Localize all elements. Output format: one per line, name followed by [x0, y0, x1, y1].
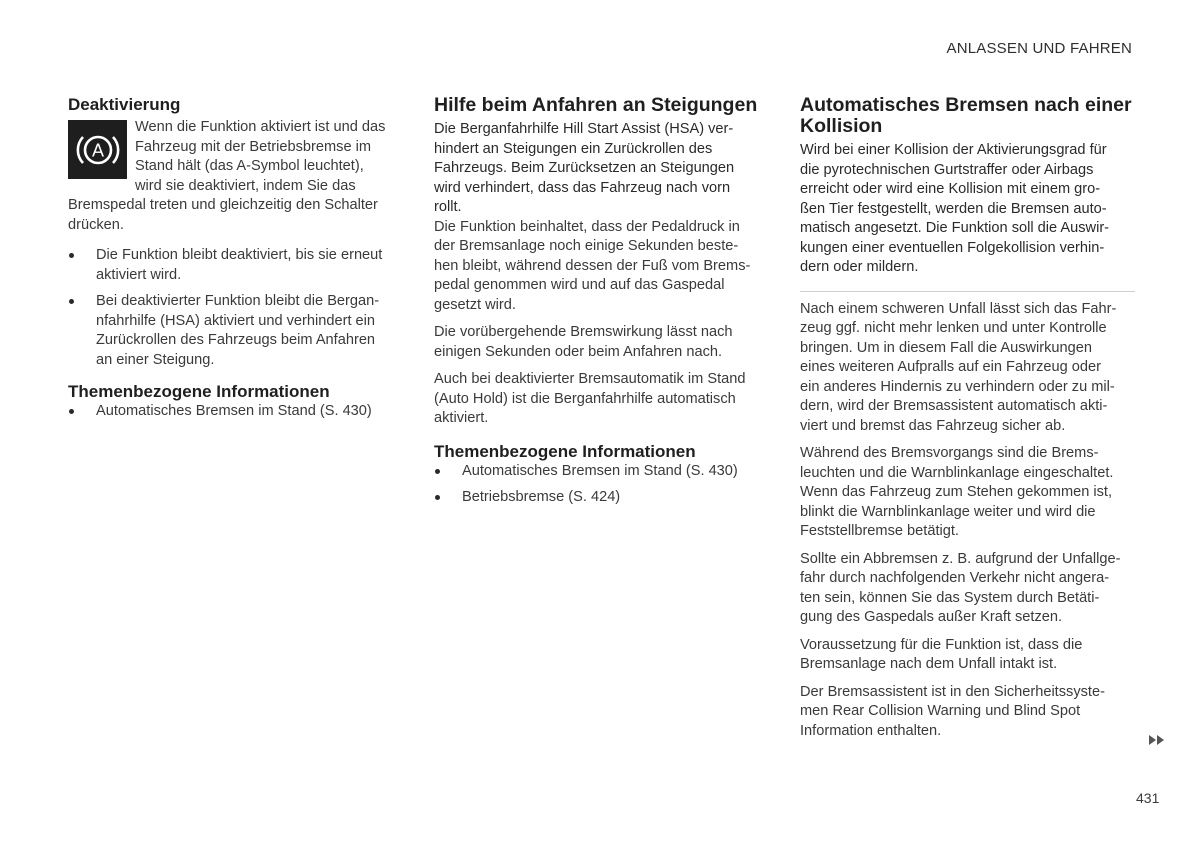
- text-line: drücken.: [68, 216, 124, 233]
- column-hill-start: [434, 95, 764, 508]
- paragraph: Die vorübergehende Bremswirkung lässt nach einigen Sekunden oder beim Anfahren nach.: [434, 324, 733, 360]
- divider: [800, 291, 1135, 292]
- text-line: Stand hält (das A-Symbol leuchtet),: [135, 158, 364, 174]
- text-line: Wenn die Funktion aktiviert ist und das: [135, 119, 386, 135]
- paragraph: Der Bremsassistent ist in den Sicherheitssyste- men Rear Collision Warning und Blind Spot Information enthalten.: [800, 683, 1105, 739]
- heading-related-info: Themenbezogene Informationen: [434, 441, 696, 461]
- paragraph: Während des Bremsvorgangs sind die Brems- leuchten und die Warnblinkanlage eingeschaltet. Wenn das Fahrzeug zum Stehen gekommen ist, blinkt die Warnblinkanlage weiter und wird die Feststellbremse betätigt.: [800, 445, 1114, 539]
- related-links: [434, 462, 764, 508]
- paragraph: Sollte ein Abbremsen z. B. aufgrund der Unfallge- fahr durch nachfolgenden Verkehr nicht angera- ten sein, können Sie das System durch Betäti- gung des Gaspedals außer Kraft setzen.: [800, 550, 1121, 625]
- running-header: ANLASSEN UND FAHREN: [946, 40, 1132, 57]
- hill-start-intro: Die Berganfahrhilfe Hill Start Assist (HSA) ver- hindert an Steigungen ein Zurückrollen des Fahrzeugs. Beim Zurücksetzen an Steigungen wird verhindert, dass das Fahrzeug nach vorn rollt.: [434, 121, 735, 215]
- continue-arrows-icon: [1148, 734, 1166, 746]
- column-deaktivierung: [68, 95, 398, 422]
- paragraph: Voraussetzung für die Funktion ist, dass die Bremsanlage nach dem Unfall intakt ist.: [800, 636, 1083, 672]
- heading-deaktivierung: Deaktivierung: [68, 95, 181, 114]
- text-line: Fahrzeug mit der Betriebsbremse im: [135, 138, 372, 155]
- paragraph: Nach einem schweren Unfall lässt sich das Fahr- zeug ggf. nicht mehr lenken und unter Kontrolle bringen. Um in diesem Fall die Auswirkungen eines weiteren Aufpralls auf ein Fahrzeug oder ein anderes Hindernis zu verhindern oder zu mil- dern, wird der Bremsassistent automatisch akti- viert und bremst das Fahrzeug sicher ab.: [800, 300, 1117, 434]
- page-number: 431: [1136, 790, 1160, 806]
- list-item: Bei deaktivierter Funktion bleibt die Bergan- nfahrhilfe (HSA) aktiviert und verhindert ein Zurückrollen des Fahrzeugs beim Anfahren an einer Steigung.: [68, 292, 398, 370]
- heading-related-info: Themenbezogene Informationen: [68, 382, 330, 401]
- deaktivierung-paragraph: [68, 118, 398, 235]
- heading-collision-braking: Automatisches Bremsen nach einer Kollision: [800, 94, 1132, 137]
- list-item: Die Funktion bleibt deaktiviert, bis sie erneut aktiviert wird.: [68, 246, 398, 285]
- heading-hill-start: Hilfe beim Anfahren an Steigungen: [434, 94, 758, 116]
- svg-text:A: A: [91, 140, 104, 160]
- paragraph: Auch bei deaktivierter Bremsautomatik im Stand (Auto Hold) ist die Berganfahrhilfe automatisch aktiviert.: [434, 371, 746, 426]
- brake-hold-a-icon: [68, 120, 127, 179]
- collision-braking-intro: Wird bei einer Kollision der Aktivierungsgrad für die pyrotechnischen Gurtstraffer oder Airbags erreicht oder wird eine Kollision mit einem gro- ßen Tier festgestellt, werden die Bremsen auto- matisch angesetzt. Die Funktion soll die Auswir- kungen einer eventuellen Folgekollision verhin- dern oder mildern.: [800, 142, 1110, 275]
- related-links: [68, 402, 398, 422]
- column-collision-braking: [800, 95, 1135, 741]
- deaktivierung-bullets: [68, 246, 398, 370]
- text-line: wird sie deaktiviert, indem Sie das: [135, 177, 356, 194]
- related-link[interactable]: Betriebsbremse (S. 424): [434, 488, 764, 508]
- related-link[interactable]: Automatisches Bremsen im Stand (S. 430): [434, 462, 764, 482]
- paragraph: Die Funktion beinhaltet, dass der Pedaldruck in der Bremsanlage noch einige Sekunden beste- hen bleibt, während dessen der Fuß vom Brems- pedal genommen wird und auf das Gaspedal gesetzt wird.: [434, 218, 751, 313]
- text-line: Bremspedal treten und gleichzeitig den Schalter: [68, 197, 378, 213]
- related-link[interactable]: Automatisches Bremsen im Stand (S. 430): [68, 402, 398, 422]
